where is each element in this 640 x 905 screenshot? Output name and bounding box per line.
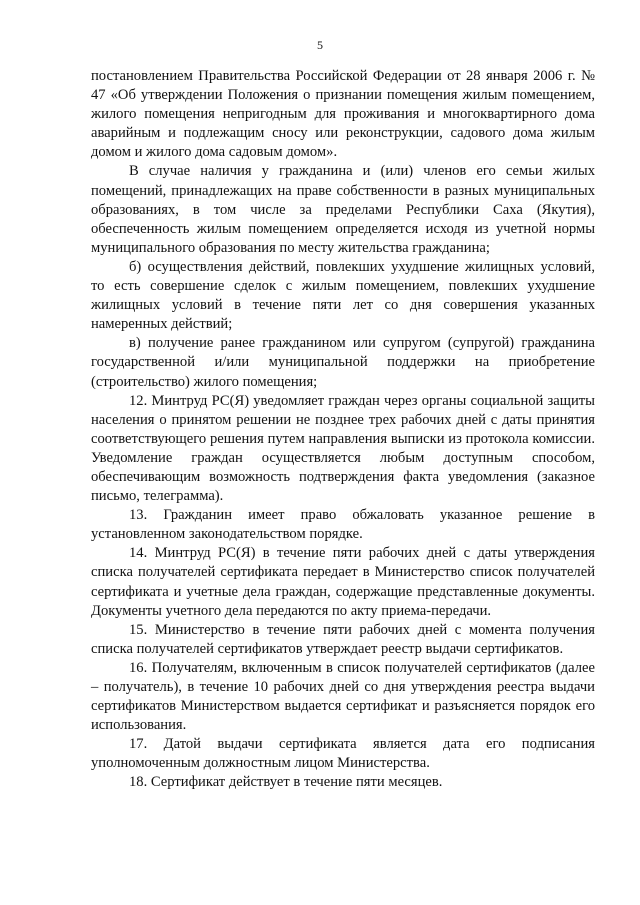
paragraph-17-issue-date: 17. Датой выдачи сертификата является дата его подписания уполномоченным должностным лицом Министерства. [91,736,595,772]
paragraph-v-previous-support: в) получение ранее гражданином или супругом (супругой) гражданина государственной и/или муниципальной поддержки на приобретение (строительство) жилого помещения; [91,335,595,390]
paragraph-b-worsening-actions: б) осуществления действий, повлекших ухудшение жилищных условий, то есть совершение сделок с жилым помещением, повлекших ухудшение жилищных условий в течение пяти лет со дня совершения указанных намеренных действий; [91,258,595,333]
paragraph-decree-reference: постановлением Правительства Российской Федерации от 28 января 2006 г. № 47 «Об утверждении Положения о признании помещения жилым помещением, жилого помещения непригодным для проживания и многоквартирного дома аварийным и подлежащим сносу или реконструкции, садового дома жилым домом и жилого дома садовым домом». [91,68,595,161]
paragraph-12-notification: 12. Минтруд РС(Я) уведомляет граждан через органы социальной защиты населения о принятом решении не позднее трех рабочих дней с даты принятия соответствующего решения путем направления выписки из протокола комиссии. Уведомление граждан осуществляется любым доступным способом, обеспечивающим возможность подтверждения факта уведомления (заказное письмо, телеграмма). [91,392,595,505]
page-number: 5 [317,38,323,52]
paragraph-multiple-dwellings: В случае наличия у гражданина и (или) членов его семьи жилых помещений, принадлежащих на праве собственности в разных муниципальных образованиях, в том числе за пределами Республики Саха (Якутия), обеспеченность жилым помещением определяется исходя из учетной нормы муниципального образования по месту жительства гражданина; [91,163,595,256]
paragraph-13-appeal: 13. Гражданин имеет право обжаловать указанное решение в установленном законодательством порядке. [91,507,595,543]
paragraph-14-transfer: 14. Минтруд РС(Я) в течение пяти рабочих дней с даты утверждения списка получателей сертификата передает в Министерство список получателей сертификата и учетные дела граждан, содержащие представленные документы. Документы учетного дела передаются по акту приема-передачи. [91,545,595,619]
paragraph-15-registry: 15. Министерство в течение пяти рабочих дней с момента получения списка получателей сертификатов утверждает реестр выдачи сертификатов. [91,621,595,657]
paragraph-16-issuance: 16. Получателям, включенным в список получателей сертификатов (далее – получатель), в течение 10 рабочих дней со дня утверждения реестра выдачи сертификатов Министерством выдается сертификат и разъясняется порядок его использования. [91,659,595,734]
paragraph-18-validity: 18. Сертификат действует в течение пяти месяцев. [129,774,443,791]
document-body [91,67,595,793]
